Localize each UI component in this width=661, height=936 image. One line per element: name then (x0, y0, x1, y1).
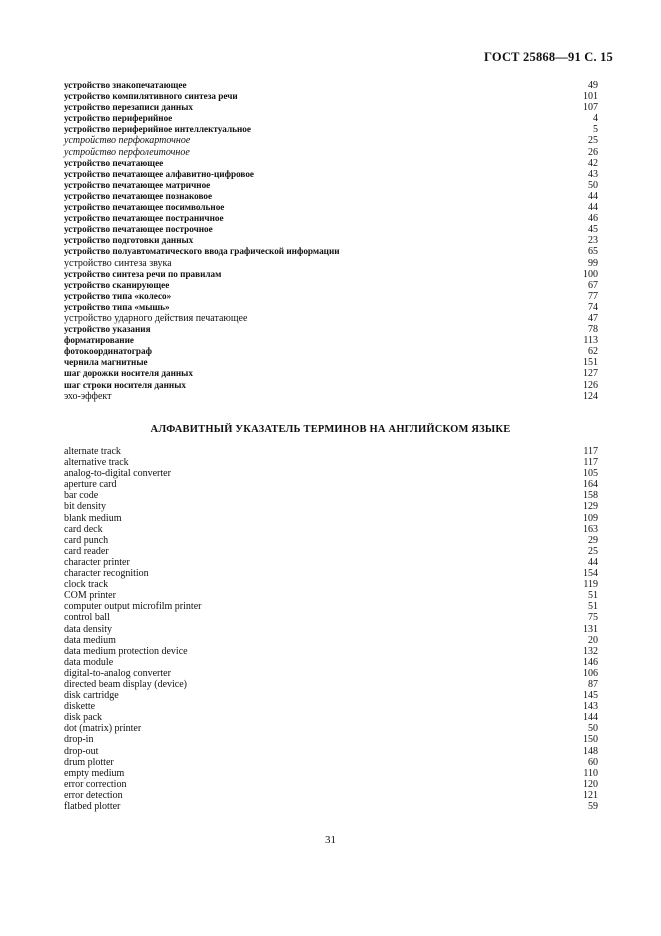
index-entry (64, 269, 598, 280)
index-page-ref: 65 (588, 246, 598, 258)
index-page-ref: 50 (588, 179, 598, 191)
index-term: character recognition (64, 568, 149, 580)
index-entry (64, 180, 598, 191)
index-entry (64, 624, 598, 635)
index-page-ref: 109 (583, 512, 598, 524)
index-term: drop-out (64, 745, 99, 757)
index-page-ref: 26 (588, 146, 598, 158)
index-entry (64, 612, 598, 623)
page-number: 31 (325, 834, 336, 846)
index-page-ref: 117 (583, 457, 598, 469)
index-page-ref: 46 (588, 213, 598, 225)
index-term: устройство перезаписи данных (64, 102, 193, 113)
index-page-ref: 60 (588, 756, 598, 768)
index-term: устройство типа «колесо» (64, 290, 172, 301)
index-term: blank medium (64, 512, 122, 524)
index-entry (64, 391, 598, 402)
index-entry (64, 468, 598, 479)
index-term: disk cartridge (64, 690, 119, 702)
index-page-ref: 143 (583, 701, 598, 713)
index-entry (64, 169, 598, 180)
index-page-ref: 51 (588, 601, 598, 613)
index-term: card reader (64, 545, 109, 557)
index-entry (64, 513, 598, 524)
index-entry (64, 357, 598, 368)
index-term: drop-in (64, 734, 94, 746)
index-term: control ball (64, 612, 110, 624)
index-entry (64, 757, 598, 768)
index-entry (64, 158, 598, 169)
index-entry (64, 113, 598, 124)
index-entry (64, 213, 598, 224)
index-term: aperture card (64, 479, 117, 491)
index-page-ref: 106 (583, 667, 598, 679)
index-entry (64, 524, 598, 535)
index-entry (64, 734, 598, 745)
english-index-title: АЛФАВИТНЫЙ УКАЗАТЕЛЬ ТЕРМИНОВ НА АНГЛИЙСКОМ ЯЗЫКЕ (150, 424, 511, 435)
index-entry (64, 790, 598, 801)
index-page-ref: 51 (588, 590, 598, 602)
index-term: устройство перфокарточное (64, 135, 191, 147)
index-term: устройство сканирующее (64, 279, 170, 290)
index-entry (64, 280, 598, 291)
index-page-ref: 50 (588, 723, 598, 735)
index-page-ref: 100 (583, 268, 598, 280)
index-term: устройство печатающее матричное (64, 179, 211, 190)
index-term: diskette (64, 701, 96, 713)
index-term: character printer (64, 556, 130, 568)
index-page-ref: 121 (583, 789, 598, 801)
index-entry (64, 746, 598, 757)
index-page-ref: 154 (583, 568, 598, 580)
index-entry (64, 291, 598, 302)
index-entry (64, 80, 598, 91)
index-entry (64, 646, 598, 657)
index-page-ref: 148 (583, 745, 598, 757)
index-term: форматирование (64, 335, 134, 346)
index-entry (64, 135, 598, 146)
index-term: шаг строки носителя данных (64, 379, 186, 390)
index-entry (64, 258, 598, 269)
index-page-ref: 87 (588, 678, 598, 690)
index-term: устройство подготовки данных (64, 235, 194, 246)
index-term: COM printer (64, 590, 116, 602)
index-page-ref: 78 (588, 324, 598, 336)
index-entry (64, 479, 598, 490)
index-page-ref: 43 (588, 168, 598, 180)
index-page-ref: 44 (588, 190, 598, 202)
index-entry (64, 657, 598, 668)
index-page-ref: 146 (583, 656, 598, 668)
index-term: error detection (64, 789, 123, 801)
index-term: устройство синтеза звука (64, 257, 172, 269)
index-entry (64, 324, 598, 335)
index-term: устройство компилятивного синтеза речи (64, 91, 238, 102)
index-entry (64, 668, 598, 679)
index-entry (64, 346, 598, 357)
index-term: устройство типа «мышь» (64, 301, 170, 312)
index-entry (64, 102, 598, 113)
index-entry (64, 723, 598, 734)
index-term: чернила магнитные (64, 357, 148, 368)
index-entry (64, 224, 598, 235)
index-page-ref: 44 (588, 202, 598, 214)
index-page-ref: 99 (588, 257, 598, 269)
index-page-ref: 151 (583, 357, 598, 369)
index-term: устройство периферийное (64, 113, 173, 124)
index-entry (64, 490, 598, 501)
index-page-ref: 101 (583, 91, 598, 103)
index-term: empty medium (64, 767, 125, 779)
index-page-ref: 150 (583, 734, 598, 746)
index-entry (64, 590, 598, 601)
index-page-ref: 62 (588, 346, 598, 358)
index-entry (64, 501, 598, 512)
index-entry (64, 191, 598, 202)
index-page-ref: 164 (583, 479, 598, 491)
index-entry (64, 601, 598, 612)
index-page-ref: 29 (588, 534, 598, 546)
index-page-ref: 119 (583, 579, 598, 591)
document-header: ГОСТ 25868—91 С. 15 (484, 50, 613, 64)
index-page-ref: 107 (583, 102, 598, 114)
index-page-ref: 25 (588, 545, 598, 557)
index-page-ref: 67 (588, 279, 598, 291)
index-term: data medium (64, 634, 116, 646)
index-term: data module (64, 656, 114, 668)
index-page-ref: 23 (588, 235, 598, 247)
index-term: flatbed plotter (64, 801, 121, 812)
index-page-ref: 158 (583, 490, 598, 502)
index-page-ref: 120 (583, 778, 598, 790)
index-term: устройство печатающее построчное (64, 224, 213, 235)
index-entry (64, 302, 598, 313)
russian-term-index (64, 80, 598, 402)
index-entry (64, 712, 598, 723)
index-page-ref: 126 (583, 379, 598, 391)
index-entry (64, 368, 598, 379)
index-term: disk pack (64, 712, 103, 724)
index-entry (64, 546, 598, 557)
index-page-ref: 74 (588, 301, 598, 313)
index-term: analog-to-digital converter (64, 468, 171, 480)
index-entry (64, 124, 598, 135)
index-entry (64, 235, 598, 246)
index-entry (64, 768, 598, 779)
index-page-ref: 144 (583, 712, 598, 724)
index-entry (64, 380, 598, 391)
index-term: устройство периферийное интеллектуальное (64, 124, 251, 135)
index-page-ref: 127 (583, 368, 598, 380)
index-term: устройство полуавтоматического ввода графической информации (64, 246, 340, 257)
index-page-ref: 47 (588, 312, 598, 324)
index-entry (64, 579, 598, 590)
index-page-ref: 145 (583, 690, 598, 702)
index-page-ref: 44 (588, 556, 598, 568)
index-page-ref: 129 (583, 501, 598, 513)
index-term: устройство указания (64, 324, 151, 335)
index-term: computer output microfilm printer (64, 601, 202, 613)
index-page-ref: 45 (588, 224, 598, 236)
index-entry (64, 701, 598, 712)
index-entry (64, 91, 598, 102)
index-page-ref: 113 (583, 335, 598, 347)
index-term: dot (matrix) printer (64, 723, 142, 735)
index-term: устройство печатающее алфавитно-цифровое (64, 168, 255, 179)
index-entry (64, 535, 598, 546)
index-term: data medium protection device (64, 645, 188, 657)
index-term: устройство печатающее познаковое (64, 190, 213, 201)
index-page-ref: 117 (583, 446, 598, 457)
index-page-ref: 42 (588, 157, 598, 169)
index-term: drum plotter (64, 756, 114, 768)
index-entry (64, 557, 598, 568)
index-term: эхо-эффект (64, 390, 112, 402)
index-page-ref: 4 (593, 113, 598, 125)
index-term: устройство ударного действия печатающее (64, 312, 248, 324)
index-term: фотокоординатограф (64, 346, 152, 357)
index-term: card punch (64, 534, 109, 546)
index-entry (64, 690, 598, 701)
index-term: directed beam display (device) (64, 678, 187, 690)
index-entry (64, 446, 598, 457)
index-entry (64, 202, 598, 213)
index-page-ref: 75 (588, 612, 598, 624)
index-page-ref: 124 (583, 390, 598, 402)
index-page-ref: 163 (583, 523, 598, 535)
index-entry (64, 457, 598, 468)
index-page-ref: 59 (588, 801, 598, 812)
index-entry (64, 246, 598, 257)
index-page-ref: 20 (588, 634, 598, 646)
index-term: устройство печатающее посимвольное (64, 202, 225, 213)
index-entry (64, 679, 598, 690)
index-term: error correction (64, 778, 127, 790)
index-term: alternative track (64, 457, 129, 469)
english-term-index (64, 446, 598, 812)
index-entry (64, 801, 598, 812)
index-term: устройство синтеза речи по правилам (64, 268, 222, 279)
index-term: устройство печатающее (64, 157, 164, 168)
index-term: устройство перфолеиточное (64, 146, 190, 158)
index-term: устройство знакопечатающее (64, 80, 187, 90)
index-page-ref: 25 (588, 135, 598, 147)
index-page-ref: 131 (583, 623, 598, 635)
index-entry (64, 779, 598, 790)
index-term: шаг дорожки носителя данных (64, 368, 193, 379)
index-entry (64, 335, 598, 346)
index-term: data density (64, 623, 113, 635)
index-entry (64, 313, 598, 324)
index-page-ref: 77 (588, 290, 598, 302)
index-term: alternate track (64, 446, 121, 457)
index-entry (64, 635, 598, 646)
index-term: устройство печатающее постраничное (64, 213, 224, 224)
index-page-ref: 110 (583, 767, 598, 779)
index-page-ref: 105 (583, 468, 598, 480)
index-term: card deck (64, 523, 103, 535)
index-page-ref: 5 (593, 124, 598, 136)
index-page-ref: 132 (583, 645, 598, 657)
index-entry (64, 568, 598, 579)
index-term: digital-to-analog converter (64, 667, 171, 679)
index-term: bit density (64, 501, 106, 513)
index-term: bar code (64, 490, 99, 502)
index-page-ref: 49 (588, 80, 598, 91)
index-term: clock track (64, 579, 109, 591)
index-entry (64, 147, 598, 158)
